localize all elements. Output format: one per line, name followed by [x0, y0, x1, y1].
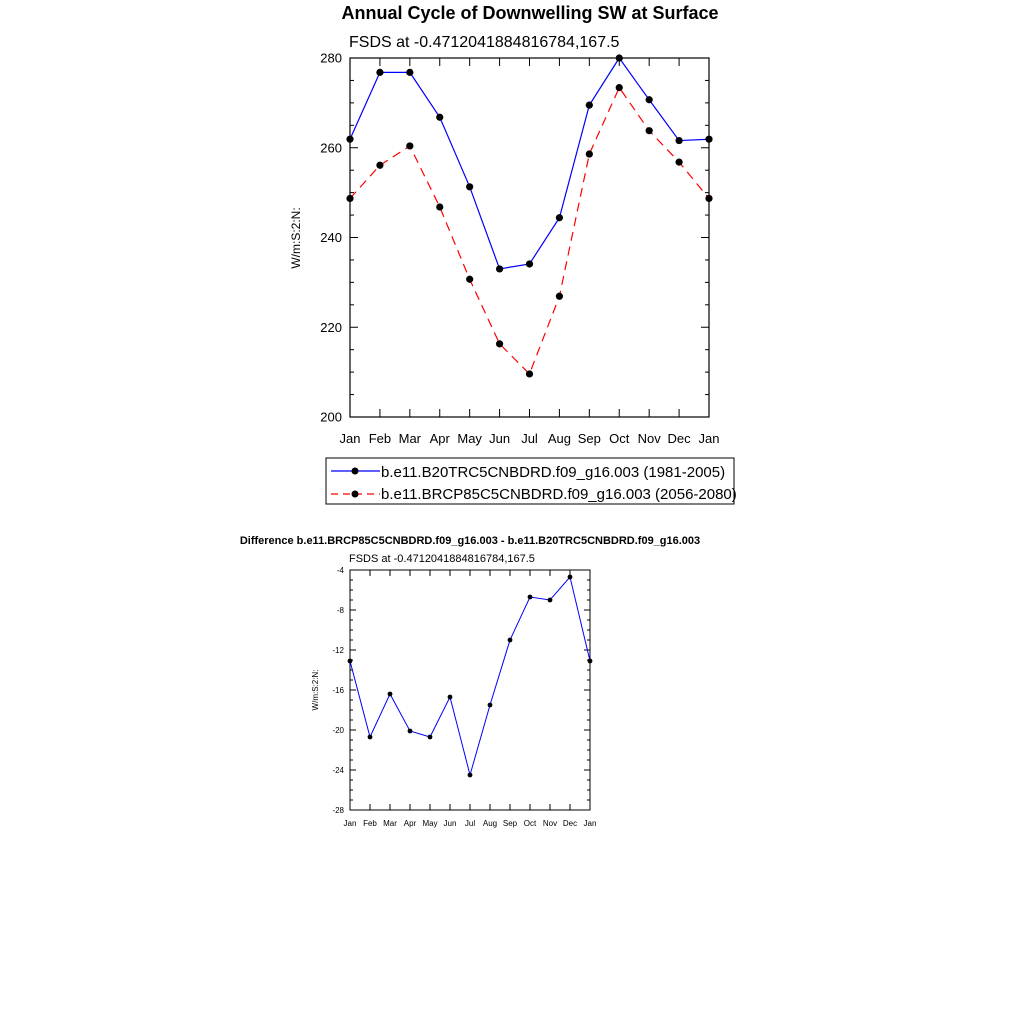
x-tick-label: Jan — [583, 819, 597, 828]
x-tick-label: May — [422, 819, 438, 828]
x-tick-label: Oct — [523, 819, 537, 828]
legend-marker-historical — [352, 468, 359, 475]
data-point — [436, 203, 443, 210]
data-point — [448, 695, 453, 700]
data-point — [528, 595, 533, 600]
data-point — [586, 150, 593, 157]
axes — [320, 51, 719, 446]
data-point — [508, 638, 513, 643]
x-tick-label: Nov — [637, 431, 661, 446]
data-point — [526, 370, 533, 377]
x-tick-label: Feb — [368, 431, 392, 446]
data-point — [616, 84, 623, 91]
y-tick-label: 220 — [320, 319, 342, 335]
data-point — [466, 276, 473, 283]
data-point — [468, 773, 473, 778]
data-point — [556, 214, 563, 221]
legend-label-rcp85: b.e11.BRCP85C5CNBDRD.f09_g16.003 (2056-2080) — [381, 486, 737, 503]
x-tick-label: Jan — [339, 431, 361, 446]
difference-chart — [240, 535, 700, 828]
y-tick-label: 280 — [320, 50, 342, 66]
annual-cycle-chart — [289, 3, 737, 504]
x-tick-label: Jul — [464, 819, 476, 828]
data-point — [496, 265, 503, 272]
x-tick-label: Feb — [363, 819, 377, 828]
data-point — [548, 598, 553, 603]
y-axis-label: W/m:S:2:N: — [311, 669, 320, 711]
legend-label-historical: b.e11.B20TRC5CNBDRD.f09_g16.003 (1981-2005) — [381, 464, 726, 481]
y-axis-label: W/m:S:2:N: — [289, 207, 303, 269]
y-tick-label: -20 — [332, 725, 344, 735]
y-tick-label: 200 — [320, 409, 342, 425]
x-tick-label: Dec — [667, 431, 691, 446]
data-point — [428, 735, 433, 740]
series-line — [350, 58, 709, 269]
data-point — [436, 114, 443, 121]
x-tick-label: Mar — [398, 431, 422, 446]
data-point — [646, 96, 653, 103]
data-point — [346, 136, 353, 143]
x-tick-label: Nov — [542, 819, 558, 828]
data-point — [526, 260, 533, 267]
series-line — [350, 577, 590, 775]
data-point — [466, 183, 473, 190]
y-tick-label: 260 — [320, 140, 342, 156]
data-point — [376, 162, 383, 169]
data-point — [556, 293, 563, 300]
data-point — [675, 159, 682, 166]
y-tick-label: -28 — [332, 805, 344, 815]
data-point — [616, 54, 623, 61]
data-point — [588, 659, 593, 664]
x-tick-label: Jan — [698, 431, 720, 446]
data-point — [388, 692, 393, 697]
data-point — [675, 137, 682, 144]
data-point — [346, 195, 353, 202]
data-point — [406, 69, 413, 76]
data-point — [568, 575, 573, 580]
x-tick-label: Sep — [577, 431, 601, 446]
legend-marker-rcp85 — [352, 491, 359, 498]
data-point — [376, 69, 383, 76]
data-point — [586, 102, 593, 109]
x-tick-label: Aug — [482, 819, 498, 828]
chart-subtitle: FSDS at -0.4712041884816784,167.5 — [349, 34, 620, 51]
x-tick-label: Mar — [383, 819, 397, 828]
data-point — [496, 340, 503, 347]
y-tick-label: 240 — [320, 230, 342, 246]
plot-frame — [350, 58, 709, 417]
x-tick-label: Oct — [609, 431, 630, 446]
data-point — [368, 735, 373, 740]
chart-subtitle: FSDS at -0.4712041884816784,167.5 — [349, 553, 535, 565]
data-point — [646, 127, 653, 134]
data-point — [488, 703, 493, 708]
y-tick-label: -8 — [336, 605, 344, 615]
series-line — [350, 88, 709, 374]
x-tick-label: Jan — [343, 819, 357, 828]
x-tick-label: Aug — [547, 431, 571, 446]
data-point — [406, 142, 413, 149]
x-tick-label: Apr — [429, 431, 450, 446]
x-tick-label: Jun — [489, 431, 511, 446]
data-point — [348, 659, 353, 664]
axes — [332, 566, 596, 828]
y-tick-label: -24 — [332, 765, 344, 775]
y-tick-label: -4 — [336, 565, 344, 575]
data-point — [408, 729, 413, 734]
x-tick-label: Dec — [562, 819, 578, 828]
chart-title: Difference b.e11.BRCP85C5CNBDRD.f09_g16.003 - b.e11.B20TRC5CNBDRD.f09_g16.003 — [239, 535, 701, 547]
y-tick-label: -16 — [332, 685, 344, 695]
x-tick-label: May — [457, 431, 482, 446]
y-tick-label: -12 — [332, 645, 344, 655]
chart-title: Annual Cycle of Downwelling SW at Surface — [341, 3, 719, 23]
data-point — [705, 136, 712, 143]
x-tick-label: Jun — [443, 819, 457, 828]
x-tick-label: Jul — [521, 431, 538, 446]
x-tick-label: Apr — [403, 819, 417, 828]
data-point — [705, 195, 712, 202]
legend — [326, 458, 737, 504]
series-group — [346, 54, 712, 377]
x-tick-label: Sep — [502, 819, 518, 828]
series-group — [348, 575, 593, 778]
